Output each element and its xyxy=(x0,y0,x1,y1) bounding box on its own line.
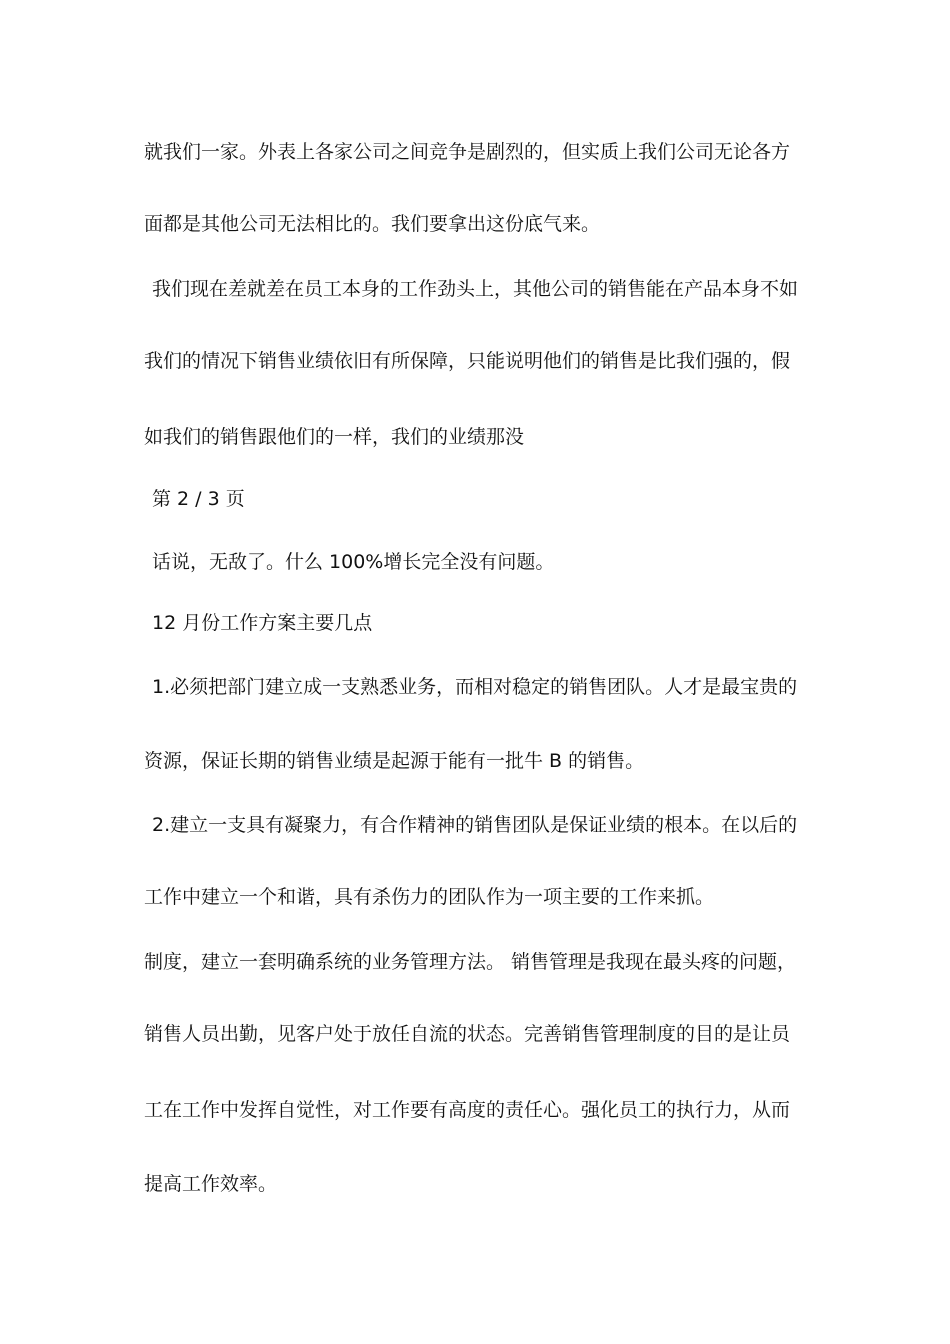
paragraph-line: 如我们的销售跟他们的一样，我们的业绩那没 xyxy=(144,426,525,448)
paragraph-line: 销售人员出勤，见客户处于放任自流的状态。完善销售管理制度的目的是让员 xyxy=(144,1023,791,1045)
list-item-line: 2.建立一支具有凝聚力，有合作精神的销售团队是保证业绩的根本。在以后的 xyxy=(152,814,798,836)
paragraph-line: 提高工作效率。 xyxy=(144,1173,278,1195)
paragraph-line: 制度，建立一套明确系统的业务管理方法。 销售管理是我现在最头疼的问题， xyxy=(144,951,797,973)
paragraph-line: 话说，无敌了。什么 100%增长完全没有问题。 xyxy=(152,551,555,573)
list-item-line: 工作中建立一个和谐，具有杀伤力的团队作为一项主要的工作来抓。 xyxy=(144,886,715,908)
page-marker: 第 2 / 3 页 xyxy=(152,488,245,510)
section-heading: 12 月份工作方案主要几点 xyxy=(152,612,373,634)
list-item-line: 资源，保证长期的销售业绩是起源于能有一批牛 B 的销售。 xyxy=(144,750,645,772)
list-item-line: 1.必须把部门建立成一支熟悉业务，而相对稳定的销售团队。人才是最宝贵的 xyxy=(152,676,798,698)
paragraph-line: 工在工作中发挥自觉性，对工作要有高度的责任心。强化员工的执行力，从而 xyxy=(144,1099,791,1121)
paragraph-line: 面都是其他公司无法相比的。我们要拿出这份底气来。 xyxy=(144,213,601,235)
paragraph-line: 就我们一家。外表上各家公司之间竞争是剧烈的，但实质上我们公司无论各方 xyxy=(144,141,791,163)
paragraph-line: 我们的情况下销售业绩依旧有所保障，只能说明他们的销售是比我们强的，假 xyxy=(144,350,791,372)
paragraph-line: 我们现在差就差在员工本身的工作劲头上，其他公司的销售能在产品本身不如 xyxy=(152,278,799,300)
